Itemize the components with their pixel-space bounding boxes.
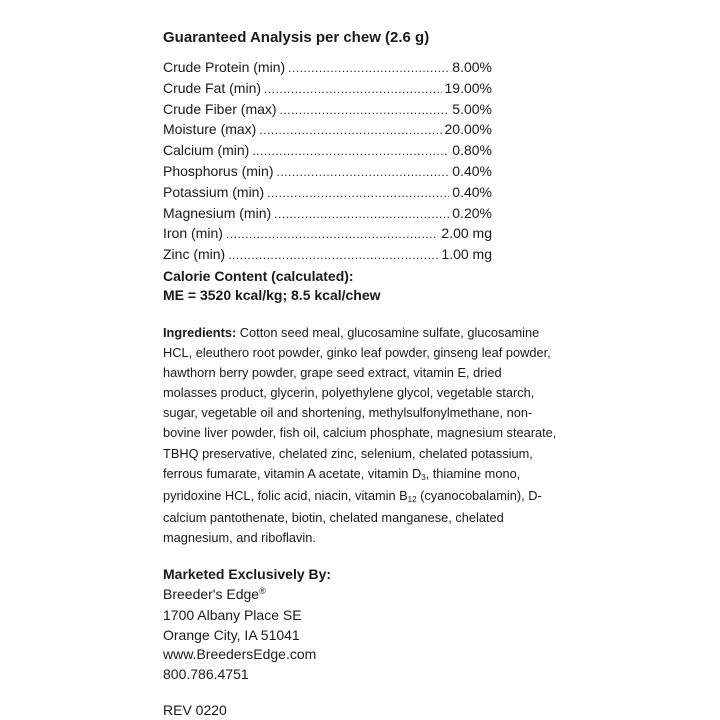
marketed-by-block [163,565,563,684]
address-line-1: 1700 Albany Place SE [163,607,302,623]
ingredients-text: Cotton seed meal, glucosamine sulfate, glucosamine HCL, eleuthero root powder, ginko leaf powder, ginseng leaf powder, hawthorn berry powder, grape seed extract, vitamin E, dried molasses product, glycerin, polyethylene glycol, vegetable starch, sugar, vegetable oil and shortening, methylsulfonylmethane, non-bovine liver powder, fish oil, calcium phosphate, magnesium stearate, TBHQ preservative, chelated zinc, selenium, chelated potassium, ferrous fumarate, vitamin A acetate, vitamin D [163,324,557,481]
analysis-name: Zinc (min) [163,246,226,263]
analysis-value: 0.40% [452,183,492,200]
analysis-row [163,224,492,245]
subscript: 12 [407,494,417,504]
analysis-name: Iron (min) [163,225,223,242]
leader-dots [274,205,449,225]
analysis-name: Moisture (max) [163,121,257,138]
ingredients-text: , thiamine mono, pyridoxine HCL, folic acid, niacin, vitamin B [163,465,521,503]
marketed-heading: Marketed Exclusively By: [163,566,332,582]
ingredients-text: (cyanocobalamin), D-calcium pantothenate, biotin, chelated manganese, chelated magnesium, and riboflavin. [163,487,542,545]
calorie-heading: Calorie Content (calculated): [163,267,354,284]
analysis-value: 0.80% [452,142,492,159]
analysis-row [163,58,492,79]
phone: 800.786.4751 [163,665,249,682]
leader-dots [280,101,450,121]
analysis-name: Potassium (min) [163,183,265,200]
company-text: Breeder's Edge [163,585,260,602]
analysis-row [163,79,492,100]
analysis-row [163,100,492,121]
analysis-value: 19.00% [444,79,492,96]
leader-dots [288,59,449,79]
analysis-name: Magnesium (min) [163,204,272,221]
label-panel [163,28,563,720]
leader-dots [264,80,441,100]
analysis-value: 0.20% [452,204,492,221]
address-line-2: Orange City, IA 51041 [163,626,300,643]
company-name [163,585,563,607]
leader-dots [277,163,450,183]
analysis-row [163,141,492,162]
calorie-content [163,267,563,306]
calorie-value: ME = 3520 kcal/kg; 8.5 kcal/chew [163,287,381,304]
leader-dots [267,184,449,204]
analysis-row [163,120,492,141]
revision-code: REV 0220 [163,702,227,718]
analysis-row [163,245,492,266]
analysis-row [163,204,492,225]
ingredients-label: Ingredients: [163,324,237,340]
website: www.BreedersEdge.com [163,646,317,662]
analysis-value: 20.00% [444,121,492,138]
analysis-value: 1.00 mg [441,246,492,263]
analysis-name: Crude Fiber (max) [163,100,277,117]
analysis-name: Crude Fat (min) [163,79,262,96]
leader-dots [252,142,449,162]
analysis-value: 0.40% [452,162,492,179]
analysis-value: 2.00 mg [441,225,492,242]
analysis-name: Calcium (min) [163,142,250,159]
ingredients-paragraph [163,323,558,548]
analysis-value: 8.00% [452,59,492,75]
analysis-name: Phosphorus (min) [163,162,274,179]
subscript: 3 [421,472,426,482]
analysis-row [163,162,492,183]
analysis-value: 5.00% [452,100,492,117]
analysis-name: Crude Protein (min) [163,59,286,75]
leader-dots [259,121,441,141]
guaranteed-analysis-list [163,58,492,266]
registered-mark: ® [259,585,266,596]
analysis-row [163,183,492,204]
leader-dots [228,246,438,266]
leader-dots [226,225,439,245]
analysis-title: Guaranteed Analysis per chew (2.6 g) [163,29,430,46]
